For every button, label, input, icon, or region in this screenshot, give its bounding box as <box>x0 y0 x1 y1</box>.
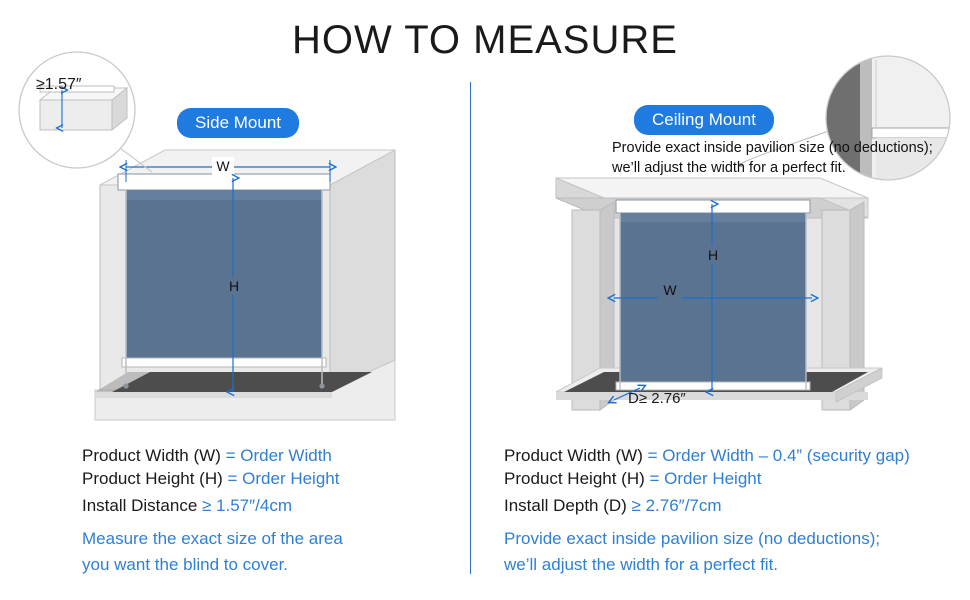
left-caption-lead-3: Install Distance <box>82 496 202 515</box>
page-title: HOW TO MEASURE <box>292 18 678 62</box>
right-measure-note-line1: Provide exact inside pavilion size (no deductions); <box>504 529 881 548</box>
right-caption-lead-3: Install Depth (D) <box>504 496 632 515</box>
left-measure-note <box>82 526 343 577</box>
ceiling-wire-note <box>612 139 933 178</box>
right-caption-val-2: = Order Height <box>649 469 762 488</box>
install-depth-label: D≥ 2.76″ <box>628 390 686 407</box>
badge-side-mount: Side Mount <box>177 108 299 138</box>
svg-text:W: W <box>216 158 230 174</box>
right-measure-note <box>504 526 880 577</box>
left-caption-val-2: = Order Height <box>227 469 340 488</box>
right-caption-line-2 <box>504 467 761 492</box>
left-caption-val-1: = Order Width <box>225 446 332 465</box>
svg-text:H: H <box>228 278 240 294</box>
badge-ceiling-mount: Ceiling Mount <box>634 105 774 135</box>
right-caption-val-3: ≥ 2.76″/7cm <box>631 496 722 515</box>
callout-min-distance-label: ≥1.57″ <box>36 76 82 93</box>
left-caption-line-1 <box>82 444 332 469</box>
right-caption-lead-1: Product Width (W) <box>504 446 648 465</box>
left-measure-note-line2: you want the blind to cover. <box>82 554 289 574</box>
left-caption-lead-1: Product Width (W) <box>82 446 226 465</box>
right-caption-val-1: = Order Width – 0.4” (security gap) <box>647 446 910 465</box>
left-caption-line-3 <box>82 494 292 519</box>
left-measure-note-line1: Measure the exact size of the area <box>82 529 343 548</box>
svg-text:H: H <box>707 247 719 263</box>
right-caption-line-1 <box>504 444 910 469</box>
left-caption-lead-2: Product Height (H) <box>82 469 228 488</box>
right-caption-lead-2: Product Height (H) <box>504 469 650 488</box>
right-measure-note-line2: we’ll adjust the width for a perfect fit. <box>504 554 779 574</box>
left-caption-val-3: ≥ 1.57″/4cm <box>202 496 292 515</box>
left-caption-line-2 <box>82 467 339 492</box>
svg-text:W: W <box>663 282 677 298</box>
ceiling-wire-note-line2: we’ll adjust the width for a perfect fit. <box>612 159 846 176</box>
ceiling-wire-note-line1: Provide exact inside pavilion size (no deductions); <box>612 140 933 156</box>
right-caption-line-3 <box>504 494 722 519</box>
